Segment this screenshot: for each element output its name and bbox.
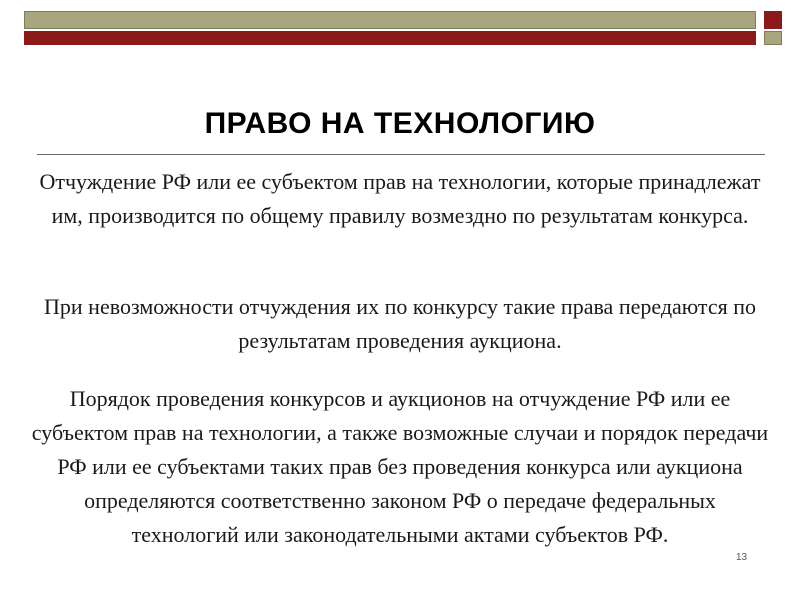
title-underline	[37, 154, 765, 155]
header-square-olive	[764, 31, 782, 45]
page-number: 13	[736, 552, 748, 563]
header-band-olive	[24, 11, 756, 29]
header-square-maroon	[764, 11, 782, 29]
paragraph-procedure: Порядок проведения конкурсов и аукционов на отчуждение РФ или ее субъектом прав на технологии, а также возможные случаи и порядок передачи РФ или ее субъектами таких прав без проведения конкурса или аукциона определяются соответственно законом РФ о передаче федеральных технологий или законодательными актами субъектов РФ.	[31, 386, 769, 547]
paragraph-alienation-rule: Отчуждение РФ или ее субъектом прав на технологии, которые принадлежат им, производится по общему правилу возмездно по результатам конкурса.	[39, 169, 761, 228]
header-band-maroon	[24, 31, 756, 45]
paragraph-auction-transfer: При невозможности отчуждения их по конкурсу такие права передаются по результатам проведения аукциона.	[44, 294, 756, 353]
slide-title: ПРАВО НА ТЕХНОЛОГИЮ	[204, 107, 596, 140]
